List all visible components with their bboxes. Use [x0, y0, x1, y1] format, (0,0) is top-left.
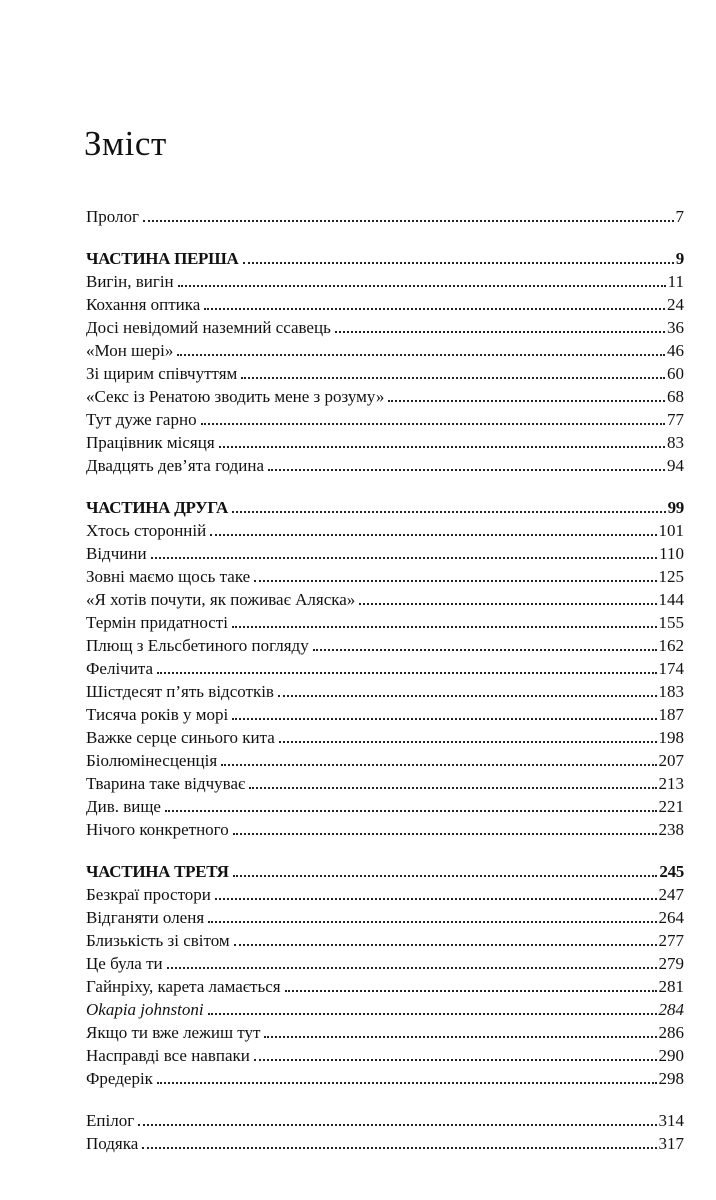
dot-leader	[142, 1147, 656, 1149]
toc-entry-title: Тисяча років у морі	[86, 705, 229, 724]
toc-entry	[86, 906, 684, 929]
toc-entry-page: 284	[658, 1000, 684, 1019]
dot-leader	[234, 944, 657, 946]
toc-entry-title: Досі невідомий наземний ссавець	[86, 318, 331, 337]
dot-leader	[233, 833, 657, 835]
dot-leader	[285, 990, 657, 992]
toc-entry-title: Важке серце синього кита	[86, 728, 275, 747]
toc-entry-page: 144	[658, 590, 684, 609]
toc-entry	[86, 611, 684, 634]
toc-entry	[86, 883, 684, 906]
toc-entry-title: Див. вище	[86, 797, 161, 816]
toc-entry-page: 11	[667, 272, 684, 291]
toc-entry-page: 264	[658, 908, 684, 927]
toc-entry-page: 155	[658, 613, 684, 632]
toc-entry-title: ЧАСТИНА ПЕРША	[86, 249, 239, 268]
toc-entry-title: Термін придатності	[86, 613, 228, 632]
dot-leader	[243, 262, 674, 264]
toc-entry-title: Зі щирим співчуттям	[86, 364, 238, 383]
toc-entry-page: 110	[659, 544, 684, 563]
toc-entry-page: 36	[667, 318, 684, 337]
toc-entry	[86, 1067, 684, 1090]
dot-leader	[219, 446, 665, 448]
toc-entry-page: 24	[667, 295, 684, 314]
dot-leader	[208, 921, 656, 923]
dot-leader	[264, 1036, 656, 1038]
toc-entry-title: Фелічита	[86, 659, 154, 678]
toc-entry-title: Якщо ти вже лежиш тут	[86, 1023, 261, 1042]
dot-leader	[210, 534, 656, 536]
toc-entry-page: 286	[658, 1023, 684, 1042]
toc-entry-title: Вигін, вигін	[86, 272, 174, 291]
dot-leader	[157, 672, 656, 674]
toc-entry	[86, 929, 684, 952]
dot-leader	[208, 1013, 657, 1015]
dot-leader	[249, 787, 656, 789]
toc-entry	[86, 519, 684, 542]
toc-entry-prologue	[86, 205, 684, 228]
dot-leader	[221, 764, 656, 766]
dot-leader	[313, 649, 657, 651]
dot-leader	[232, 511, 666, 513]
dot-leader	[335, 331, 665, 333]
dot-leader	[241, 377, 665, 379]
dot-leader	[232, 718, 656, 720]
toc-entry-title: Епілог	[86, 1111, 135, 1130]
toc-entry-title: Це була ти	[86, 954, 163, 973]
toc-entry	[86, 634, 684, 657]
toc-entry-title: «Секс із Ренатою зводить мене з розуму»	[86, 387, 385, 406]
toc-entry-page: 213	[658, 774, 684, 793]
dot-leader	[138, 1124, 656, 1126]
toc-entry-title: Працівник місяця	[86, 433, 215, 452]
toc-entry-page: 317	[658, 1134, 684, 1153]
dot-leader	[201, 423, 665, 425]
toc-entry	[86, 703, 684, 726]
toc-entry-title: Нічого конкретного	[86, 820, 229, 839]
dot-leader	[254, 580, 656, 582]
toc-entry-page: 7	[675, 207, 684, 226]
toc-entry-page: 174	[658, 659, 684, 678]
toc-entry-acknowledgements	[86, 1132, 684, 1155]
toc-entry	[86, 588, 684, 611]
toc-entry	[86, 818, 684, 841]
toc-entry	[86, 270, 684, 293]
toc-entry-title: ЧАСТИНА ДРУГА	[86, 498, 228, 517]
toc-entry-title: Кохання оптика	[86, 295, 201, 314]
toc-entry-title: Відчини	[86, 544, 147, 563]
toc-entry-page: 221	[658, 797, 684, 816]
toc-entry	[86, 772, 684, 795]
toc-entry-page: 314	[658, 1111, 684, 1130]
toc-entry	[86, 952, 684, 975]
toc-entry-page: 68	[667, 387, 684, 406]
dot-leader	[143, 220, 673, 222]
toc-entry	[86, 362, 684, 385]
toc-entry-title: Безкраї простори	[86, 885, 211, 904]
toc-entry-page: 290	[658, 1046, 684, 1065]
toc-entry-page: 245	[659, 862, 684, 881]
toc-entry-title: ЧАСТИНА ТРЕТЯ	[86, 862, 229, 881]
dot-leader	[279, 741, 657, 743]
dot-leader	[359, 603, 656, 605]
dot-leader	[151, 557, 658, 559]
toc-entry	[86, 339, 684, 362]
toc-entry-title: «Я хотів почути, як поживає Аляска»	[86, 590, 356, 609]
toc-entry	[86, 975, 684, 998]
toc-entry	[86, 431, 684, 454]
dot-leader	[233, 875, 658, 877]
toc-entry	[86, 316, 684, 339]
table-of-contents	[86, 205, 684, 1155]
toc-entry-page: 198	[658, 728, 684, 747]
toc-part-heading	[86, 496, 684, 519]
toc-entry-page: 183	[658, 682, 684, 701]
toc-entry-page: 60	[667, 364, 684, 383]
toc-entry	[86, 795, 684, 818]
toc-entry-page: 207	[658, 751, 684, 770]
dot-leader	[278, 695, 657, 697]
dot-leader	[165, 810, 657, 812]
dot-leader	[157, 1082, 657, 1084]
toc-entry	[86, 542, 684, 565]
toc-entry	[86, 454, 684, 477]
toc-entry	[86, 1021, 684, 1044]
toc-entry-title: Хтось сторонній	[86, 521, 207, 540]
toc-entry-page: 99	[667, 498, 684, 517]
dot-leader	[177, 354, 665, 356]
dot-leader	[254, 1059, 657, 1061]
toc-entry-page: 77	[667, 410, 684, 429]
toc-entry	[86, 680, 684, 703]
toc-entry-page: 101	[658, 521, 684, 540]
toc-entry-title: Шістдесят п’ять відсотків	[86, 682, 274, 701]
toc-entry-title: Плющ з Ельсбетиного погляду	[86, 636, 309, 655]
dot-leader	[268, 469, 665, 471]
toc-entry-epilogue	[86, 1109, 684, 1132]
toc-part-heading	[86, 860, 684, 883]
toc-entry-page: 238	[658, 820, 684, 839]
toc-entry-title: Відганяти оленя	[86, 908, 205, 927]
toc-entry-title: «Мон шері»	[86, 341, 174, 360]
toc-entry-page: 94	[667, 456, 684, 475]
toc-entry-page: 162	[658, 636, 684, 655]
toc-entry-title: Гайнріху, карета ламається	[86, 977, 281, 996]
toc-entry-page: 46	[667, 341, 684, 360]
toc-entry-page: 279	[658, 954, 684, 973]
toc-entry-title: Двадцять дев’ята година	[86, 456, 265, 475]
toc-entry-page: 277	[658, 931, 684, 950]
toc-entry	[86, 565, 684, 588]
toc-entry-page: 83	[667, 433, 684, 452]
toc-entry-page: 298	[658, 1069, 684, 1088]
toc-entry	[86, 749, 684, 772]
toc-entry-title: Фредерік	[86, 1069, 153, 1088]
toc-entry-title: Okapia johnstoni	[86, 1000, 204, 1019]
dot-leader	[215, 898, 657, 900]
page-title: Зміст	[84, 124, 167, 163]
toc-entry-title: Біолюмінесценція	[86, 751, 218, 770]
toc-entry	[86, 726, 684, 749]
toc-entry-page: 187	[658, 705, 684, 724]
toc-entry	[86, 385, 684, 408]
toc-entry-title: Тут дуже гарно	[86, 410, 197, 429]
toc-entry-title: Подяка	[86, 1134, 139, 1153]
dot-leader	[388, 400, 665, 402]
toc-entry-title: Тварина таке відчуває	[86, 774, 246, 793]
dot-leader	[232, 626, 657, 628]
toc-entry	[86, 408, 684, 431]
dot-leader	[178, 285, 666, 287]
toc-entry-title: Близькість зі світом	[86, 931, 230, 950]
toc-part-heading	[86, 247, 684, 270]
toc-entry-page: 247	[658, 885, 684, 904]
toc-entry-title: Пролог	[86, 207, 140, 226]
dot-leader	[204, 308, 665, 310]
toc-entry	[86, 657, 684, 680]
toc-entry	[86, 998, 684, 1021]
toc-entry-page: 9	[675, 249, 684, 268]
toc-entry-title: Зовні маємо щось таке	[86, 567, 251, 586]
toc-entry-page: 281	[658, 977, 684, 996]
toc-entry	[86, 293, 684, 316]
toc-entry-title: Насправді все навпаки	[86, 1046, 250, 1065]
dot-leader	[167, 967, 657, 969]
toc-entry	[86, 1044, 684, 1067]
toc-entry-page: 125	[658, 567, 684, 586]
